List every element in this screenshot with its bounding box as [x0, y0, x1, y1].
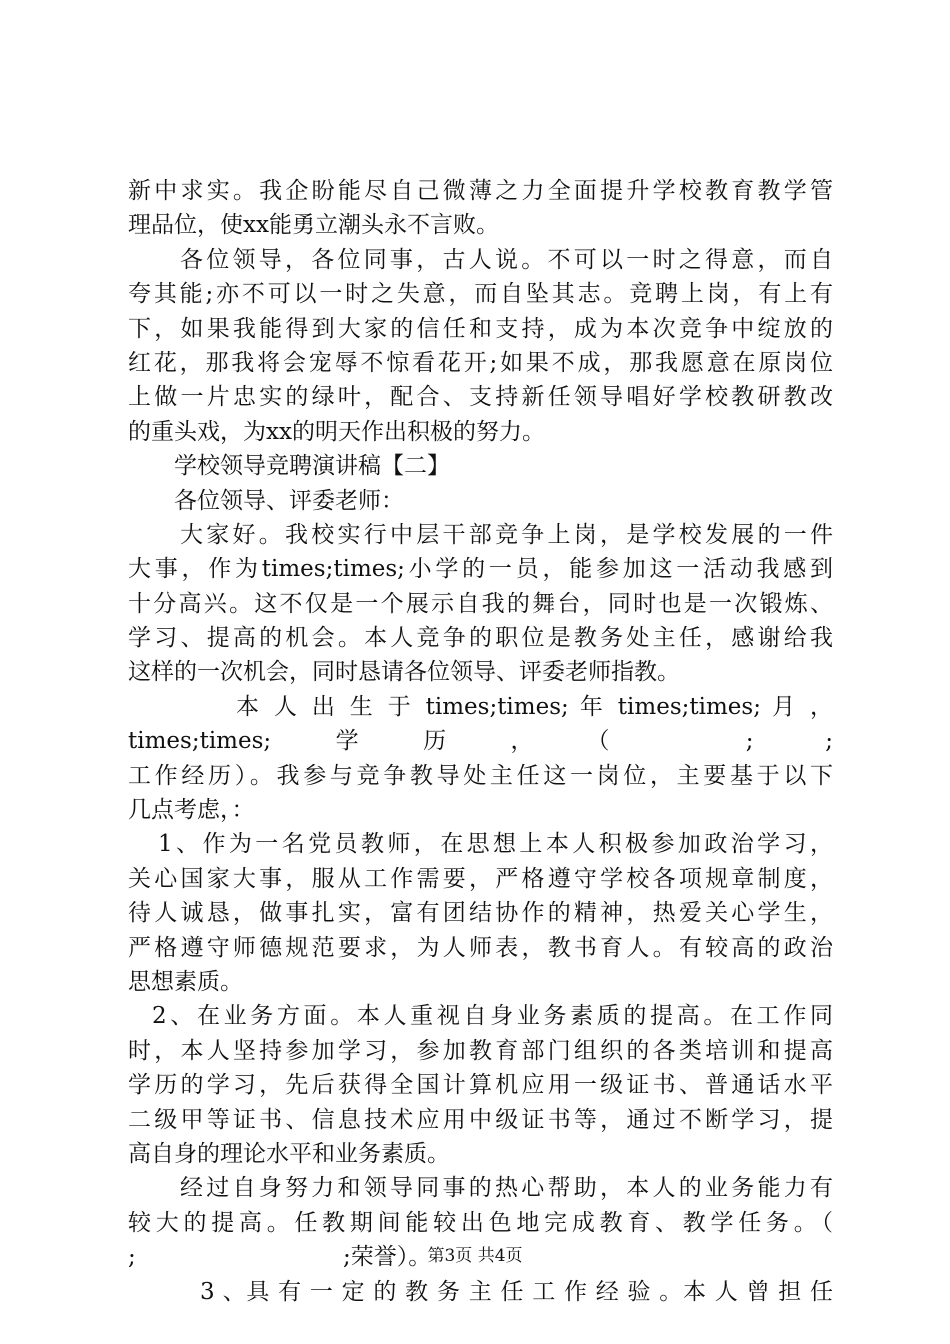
text-line: 的重头戏，为xx的明天作出积极的努力。	[128, 418, 545, 445]
text-line: 下，如果我能得到大家的信任和支持，成为本次竞争中绽放的	[128, 315, 833, 342]
text-line: 新中求实。我企盼能尽自己微薄之力全面提升学校教育教学管	[128, 178, 833, 204]
text-line: 各位领导，各位同事，古人说。不可以一时之得意，而自	[180, 246, 833, 273]
document-body	[128, 174, 833, 1309]
text-line: 关心国家大事，服从工作需要，严格遵守学校各项规章制度，	[128, 865, 833, 892]
text-line: 经过自身努力和领导同事的热心帮助，本人的业务能力有	[180, 1175, 833, 1202]
text-line: 严格遵守师德规范要求，为人师表，教书育人。有较高的政治	[128, 934, 833, 961]
text-line: 待人诚恳，做事扎实，富有团结协作的精神，热爱关心学生，	[128, 900, 833, 927]
text-line: 工作经历）。我参与竞争教导处主任这一岗位，主要基于以下	[128, 762, 833, 789]
text-line: 几点考虑，：	[128, 797, 255, 824]
text-line: 这样的一次机会，同时恳请各位领导、评委老师指教。	[128, 659, 680, 686]
text-line: 十分高兴。这不仅是一个展示自我的舞台，同时也是一次锻炼、	[128, 590, 833, 617]
text-line: ; ;荣誉）。	[128, 1244, 432, 1271]
text-line: 红花，那我将会宠辱不惊看花开;如果不成，那我愿意在原岗位	[128, 349, 833, 376]
text-line: 理品位，使xx能勇立潮头永不言败。	[128, 212, 499, 239]
text-line: 上做一片忠实的绿叶，配合、支持新任领导唱好学校教研教改	[128, 384, 833, 411]
text-line: 二级甲等证书、信息技术应用中级证书等，通过不断学习，提	[128, 1106, 833, 1133]
text-line: 较大的提高。任教期间能较出色地完成教育、教学任务。（	[128, 1209, 833, 1236]
text-line: 思想素质。	[128, 968, 243, 995]
text-line: 大事，作为times;times;小学的一员，能参加这一活动我感到	[128, 556, 833, 583]
salutation: 各位领导、评委老师：	[174, 487, 404, 514]
text-line: 大家好。我校实行中层干部竞争上岗，是学校发展的一件	[180, 521, 833, 548]
text-line: 夸其能;亦不可以一时之失意，而自坠其志。竞聘上岗，有上有	[128, 281, 833, 308]
text-line: times;times;学历，（ ; ;	[128, 728, 833, 755]
text-line: 学历的学习，先后获得全国计算机应用一级证书、普通话水平	[128, 1072, 833, 1099]
section-heading: 学校领导竞聘演讲稿【二】	[174, 453, 450, 480]
text-line: 1、作为一名党员教师，在思想上本人积极参加政治学习，	[158, 831, 833, 858]
page-number-label: 第3页 共4页	[427, 1246, 523, 1266]
text-line: 3 、具 有 一 定 的 教 务 主 任 工 作 经 验 。本 人 曾 担 任	[200, 1278, 833, 1305]
text-line: 本 人 出 生 于 times;times; 年 times;times; 月 ，	[236, 693, 833, 720]
text-line: 学习、提高的机会。本人竞争的职位是教务处主任，感谢给我	[128, 625, 833, 652]
text-line: 2、在业务方面。本人重视自身业务素质的提高。在工作同	[152, 1003, 833, 1030]
page-footer	[0, 1244, 950, 1268]
text-line: 时，本人坚持参加学习，参加教育部门组织的各类培训和提高	[128, 1037, 833, 1064]
text-line: 高自身的理论水平和业务素质。	[128, 1140, 450, 1167]
